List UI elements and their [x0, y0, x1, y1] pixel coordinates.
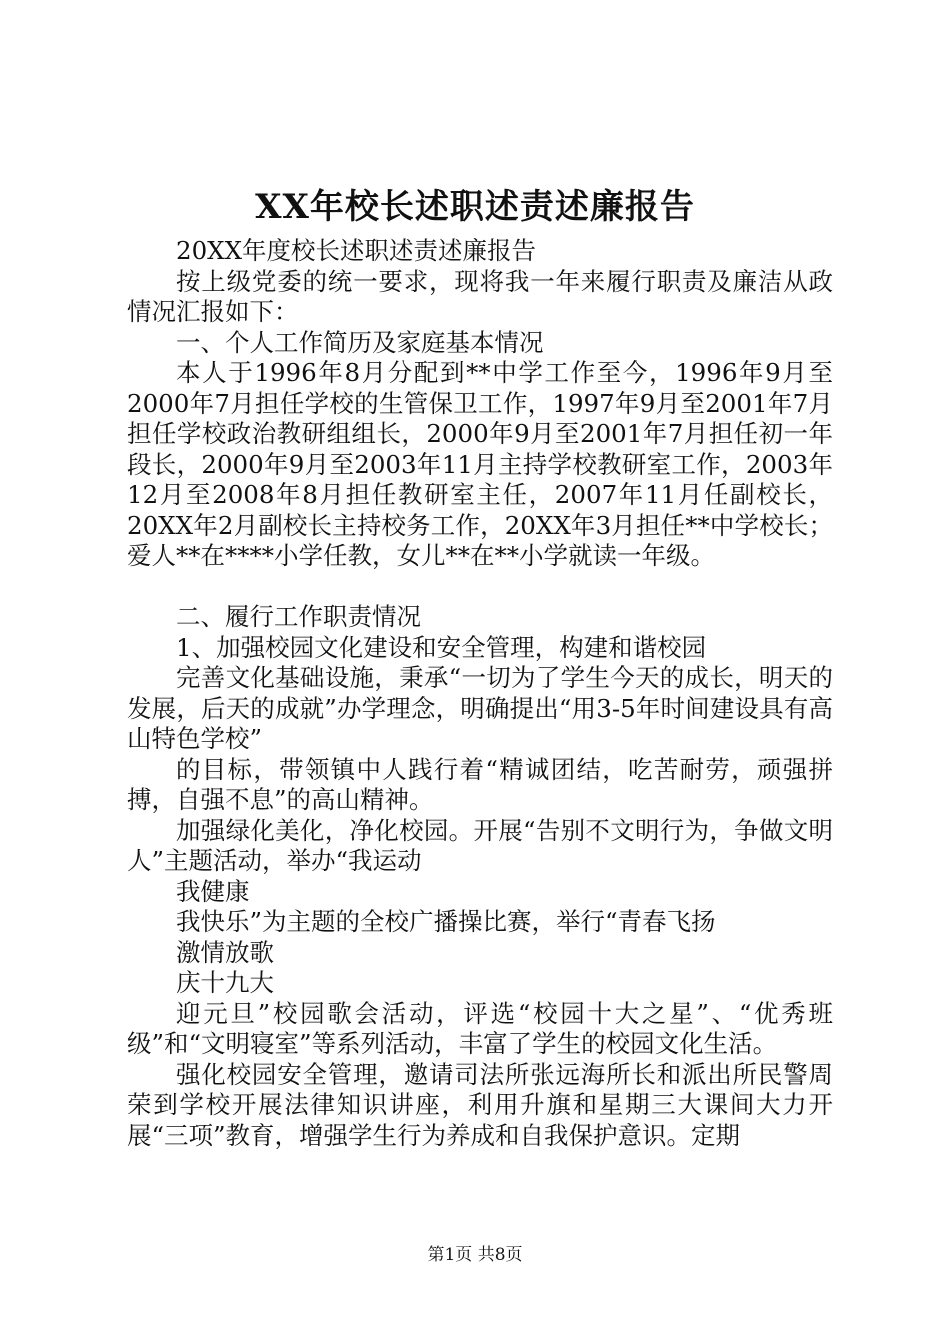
section-heading-2: 二、履行工作职责情况: [176, 602, 421, 631]
section-heading-1: 一、个人工作简历及家庭基本情况: [176, 327, 544, 357]
document-title: XX年校长述职述责述廉报告: [255, 187, 695, 227]
paragraph-resume: 本人于1996年8月分配到**中学工作至今，1996年9月至2000年7月担任学校的生管保卫工作，1997年9月至2001年7月担任学校政治教研组组长，2000年9月至2001年7月担任初一年段长，2000年9月至2003年11月主持学校教研室工作，2003年12月至2008年8月担任教研室主任，2007年11月任副校长，20XX年2月副校长主持校务工作，20XX年3月担任**中学校长；爱人**在****小学任教，女儿**在**小学就读一年级。: [127, 358, 833, 570]
paragraph-subtitle: 20XX年度校长述职述责述廉报告: [176, 236, 537, 265]
paragraph-line-happy: 我快乐”为主题的全校广播操比赛，举行“青春飞扬: [176, 907, 716, 936]
paragraph-greening: 加强绿化美化，净化校园。开展“告别不文明行为，争做文明人”主题活动，举办“我运动: [127, 815, 833, 875]
subsection-heading-1: 1、加强校园文化建设和安全管理，构建和谐校园: [176, 632, 707, 662]
paragraph-intro: 按上级党委的统一要求，现将我一年来履行职责及廉洁从政情况汇报如下：: [127, 266, 833, 326]
paragraph-goal: 的目标，带领镇中人践行着“精诚团结，吃苦耐劳，顽强拼搏，自强不息”的高山精神。: [127, 754, 833, 814]
paragraph-culture: 完善文化基础设施，秉承“一切为了学生今天的成长，明天的发展，后天的成就”办学理念，明确提出“用3-5年时间建设具有高山特色学校”: [127, 663, 833, 753]
document-body: [127, 236, 833, 1151]
page-footer: 第1页 共8页: [427, 1245, 523, 1265]
paragraph-line-nineteen: 庆十九大: [176, 968, 274, 997]
paragraph-safety: 强化校园安全管理，邀请司法所张远海所长和派出所民警周荣到学校开展法律知识讲座，利用升旗和星期三大课间大力开展“三项”教育，增强学生行为养成和自我保护意识。定期: [127, 1059, 833, 1150]
paragraph-activities: 迎元旦”校园歌会活动，评选“校园十大之星”、“优秀班级”和“文明寝室”等系列活动，丰富了学生的校园文化生活。: [127, 998, 833, 1058]
paragraph-line-health: 我健康: [176, 876, 250, 906]
paragraph-line-song: 激情放歌: [176, 937, 274, 967]
